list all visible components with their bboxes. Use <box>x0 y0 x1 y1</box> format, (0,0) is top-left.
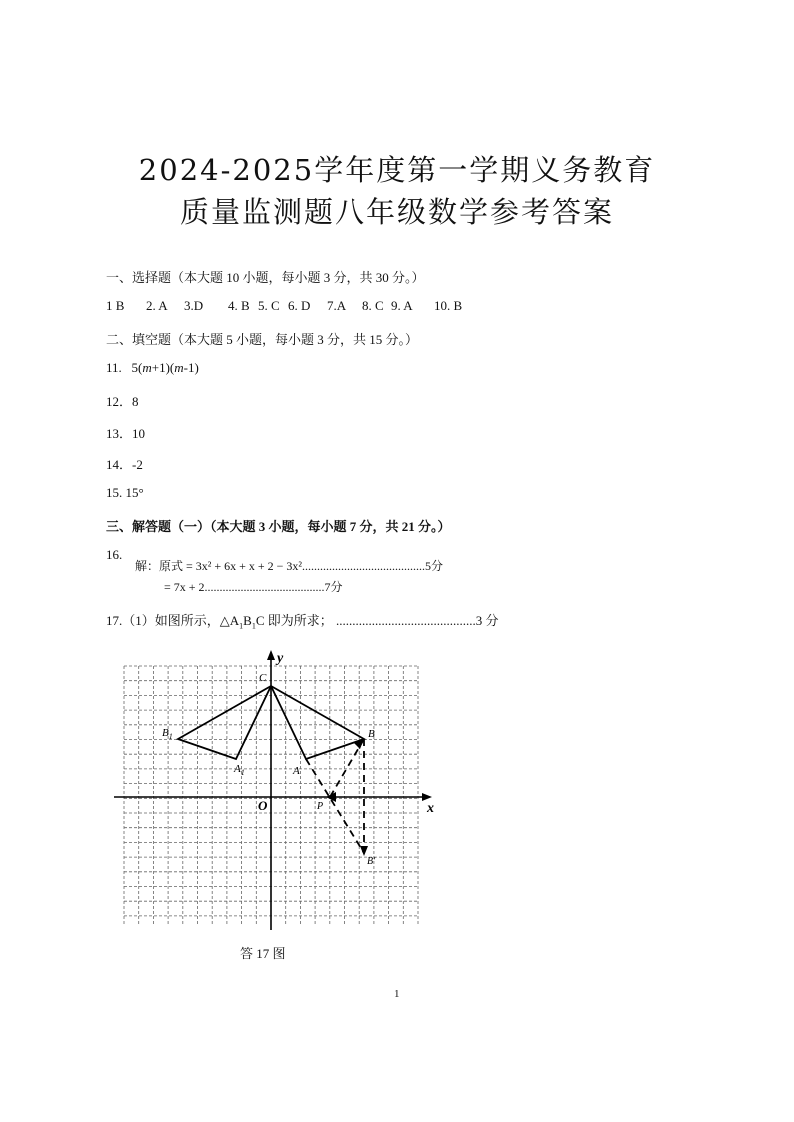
q16-line-2 <box>164 578 343 595</box>
choice-9: 9. A <box>391 298 413 313</box>
q16-score-2: ........................................7分 <box>204 580 343 594</box>
q17-part1 <box>106 610 499 631</box>
q16-expr-2: = 7x + 2 <box>164 580 205 594</box>
arrowhead-bp <box>360 846 368 856</box>
choice-2: 2. A <box>146 298 168 313</box>
label-y: y <box>277 651 284 666</box>
label-a1: $A_1$ <box>234 763 245 777</box>
fill-q13: 13．10 <box>106 426 146 441</box>
choice-5: 5. C <box>258 298 280 313</box>
q17-text: 17.（1）如图所示，△A <box>106 613 240 628</box>
q17-mid: B <box>243 613 252 628</box>
fill-q12: 12．8 <box>106 394 139 409</box>
q16-expr-1: 解：原式 = 3x² + 6x + x + 2 − 3x² <box>135 559 303 573</box>
label-p: P <box>317 801 324 812</box>
q17-end: C 即为所求； <box>255 613 333 628</box>
section2-header: 二、填空题（本大题 5 小题，每小题 3 分，共 15 分。） <box>106 332 419 347</box>
section1-header: 一、选择题（本大题 10 小题，每小题 3 分，共 30 分。） <box>106 270 425 285</box>
q11-part-c: -1) <box>183 360 199 375</box>
section3-header: 三、解答题（一）（本大题 3 小题，每小题 7 分，共 21 分。） <box>106 519 451 534</box>
q16-score-1: .........................................5分 <box>302 559 444 573</box>
choice-6: 6. D <box>288 298 311 313</box>
q17-sub-1: 1 <box>239 621 244 631</box>
q17-sub-2: 1 <box>251 621 256 631</box>
choice-4: 4. B <box>228 298 250 313</box>
page-number: 1 <box>394 988 400 1000</box>
fill-q11 <box>106 360 199 376</box>
q11-part-a: 5( <box>131 360 143 375</box>
q11-number: 11. <box>106 360 122 375</box>
choice-7: 7.A <box>327 298 347 313</box>
figure-17-diagram <box>110 645 450 945</box>
label-origin: O <box>258 798 268 813</box>
label-c: C <box>259 672 267 684</box>
label-x: x <box>427 801 434 816</box>
figure-caption: 答 17 图 <box>240 946 286 961</box>
label-b: B <box>368 728 375 740</box>
q11-var-m1: m <box>142 360 152 375</box>
label-b-prime: B′ <box>367 856 376 867</box>
q17-score: ...........................................3 分 <box>335 613 499 628</box>
label-a: A <box>293 765 300 777</box>
fill-q14: 14．-2 <box>106 457 143 472</box>
choice-answers <box>106 298 462 314</box>
title-line-1: 2024-2025学年度第一学期义务教育 <box>138 153 656 187</box>
choice-10: 10. B <box>434 298 463 313</box>
q16-number: 16. <box>106 547 123 562</box>
label-b1: $B_1$ <box>162 727 173 741</box>
x-axis <box>114 793 432 801</box>
fill-q15: 15. 15° <box>106 485 144 500</box>
q11-part-b: +1)( <box>151 360 175 375</box>
choice-3: 3.D <box>184 298 204 313</box>
q11-var-m2: m <box>174 360 184 375</box>
triangle-a-b-c <box>271 686 364 759</box>
q16-line-1 <box>135 557 443 574</box>
choice-1: 1 B <box>106 298 125 313</box>
title-line-2: 质量监测题八年级数学参考答案 <box>179 195 614 229</box>
triangle-a1-b1-c <box>178 686 271 759</box>
choice-8: 8. C <box>362 298 384 313</box>
